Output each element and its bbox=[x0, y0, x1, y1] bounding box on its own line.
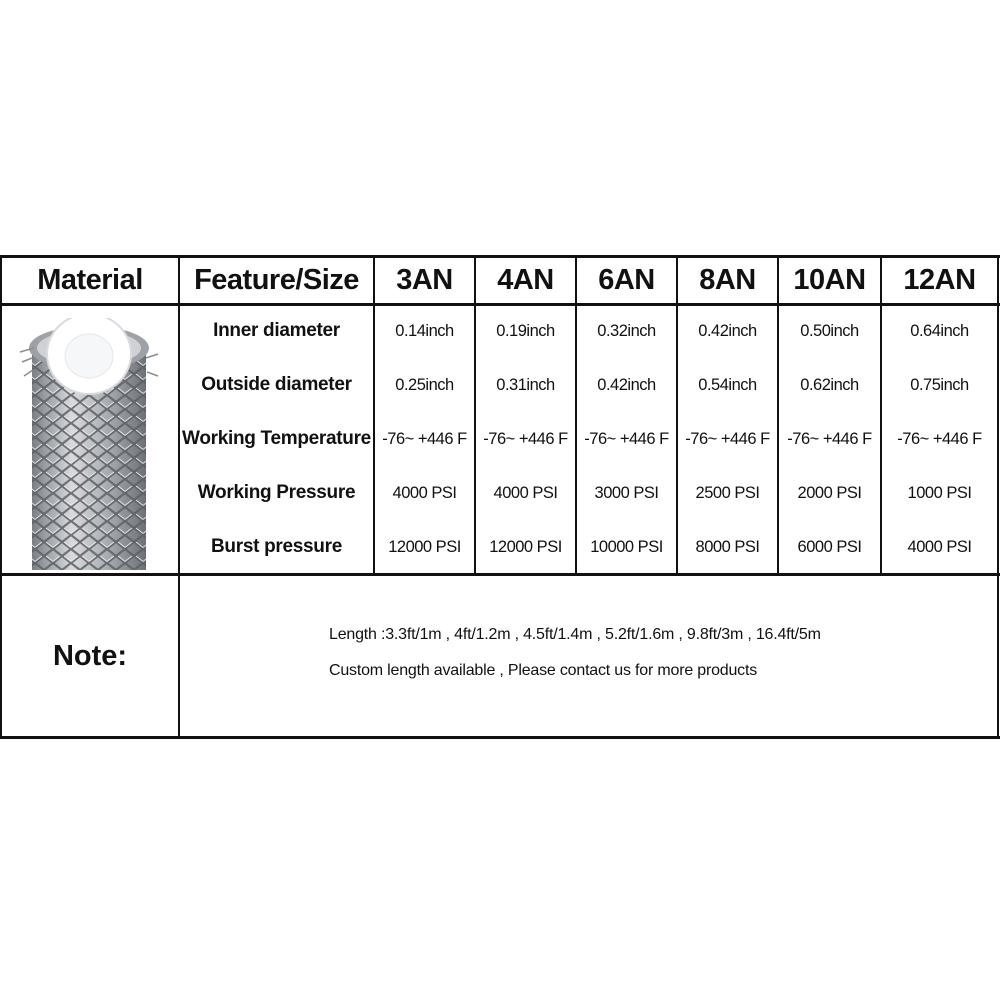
feature-label: Working Temperature bbox=[182, 428, 371, 449]
spec-value: -76~ +446 F bbox=[787, 429, 872, 448]
header-size-3an: 3AN bbox=[396, 264, 453, 296]
spec-value: 2500 PSI bbox=[695, 483, 760, 502]
feature-label: Inner diameter bbox=[213, 320, 340, 341]
feature-label: Working Pressure bbox=[197, 482, 356, 503]
spec-value: 3000 PSI bbox=[594, 483, 659, 502]
feature-label: Burst pressure bbox=[211, 536, 342, 557]
spec-value: 0.19inch bbox=[496, 321, 555, 340]
spec-value: -76~ +446 F bbox=[685, 429, 770, 448]
header-size-6an: 6AN bbox=[598, 264, 655, 296]
header-feature-size: Feature/Size bbox=[194, 264, 359, 296]
spec-value: 0.54inch bbox=[698, 375, 757, 394]
spec-value: 4000 PSI bbox=[907, 537, 972, 556]
spec-value: -76~ +446 F bbox=[382, 429, 467, 448]
header-size-4an: 4AN bbox=[497, 264, 554, 296]
spec-value: 0.75inch bbox=[910, 375, 969, 394]
spec-value: 0.42inch bbox=[597, 375, 656, 394]
spec-value: 8000 PSI bbox=[695, 537, 760, 556]
header-size-8an: 8AN bbox=[699, 264, 756, 296]
braided-hose-image bbox=[8, 318, 168, 570]
spec-value: 0.25inch bbox=[395, 375, 454, 394]
spec-value: 10000 PSI bbox=[590, 537, 663, 556]
spec-value: 0.32inch bbox=[597, 321, 656, 340]
table-border-bottom bbox=[0, 736, 1000, 739]
feature-label: Outside diameter bbox=[201, 374, 352, 395]
table-border-right bbox=[997, 255, 999, 739]
note-label: Note: bbox=[52, 639, 128, 672]
header-size-10an: 10AN bbox=[793, 264, 866, 296]
spec-value: 0.14inch bbox=[395, 321, 454, 340]
spec-value: 0.42inch bbox=[698, 321, 757, 340]
spec-value: 12000 PSI bbox=[489, 537, 562, 556]
spec-value: 4000 PSI bbox=[392, 483, 457, 502]
spec-value: 4000 PSI bbox=[493, 483, 558, 502]
spec-value: -76~ +446 F bbox=[483, 429, 568, 448]
spec-value: 1000 PSI bbox=[907, 483, 972, 502]
spec-value: 6000 PSI bbox=[797, 537, 862, 556]
spec-value: 0.31inch bbox=[496, 375, 555, 394]
spec-value: 12000 PSI bbox=[388, 537, 461, 556]
header-material: Material bbox=[37, 264, 143, 296]
spec-value: 0.50inch bbox=[800, 321, 859, 340]
spec-value: 2000 PSI bbox=[797, 483, 862, 502]
spec-value: 0.64inch bbox=[910, 321, 969, 340]
note-custom-length: Custom length available , Please contact us for more products bbox=[329, 662, 758, 679]
note-length-options: Length :3.3ft/1m , 4ft/1.2m , 4.5ft/1.4m , 5.2ft/1.6m , 9.8ft/3m , 16.4ft/5m bbox=[329, 626, 821, 643]
spec-value: 0.62inch bbox=[800, 375, 859, 394]
spec-value: -76~ +446 F bbox=[897, 429, 982, 448]
header-size-12an: 12AN bbox=[903, 264, 976, 296]
spec-value: -76~ +446 F bbox=[584, 429, 669, 448]
